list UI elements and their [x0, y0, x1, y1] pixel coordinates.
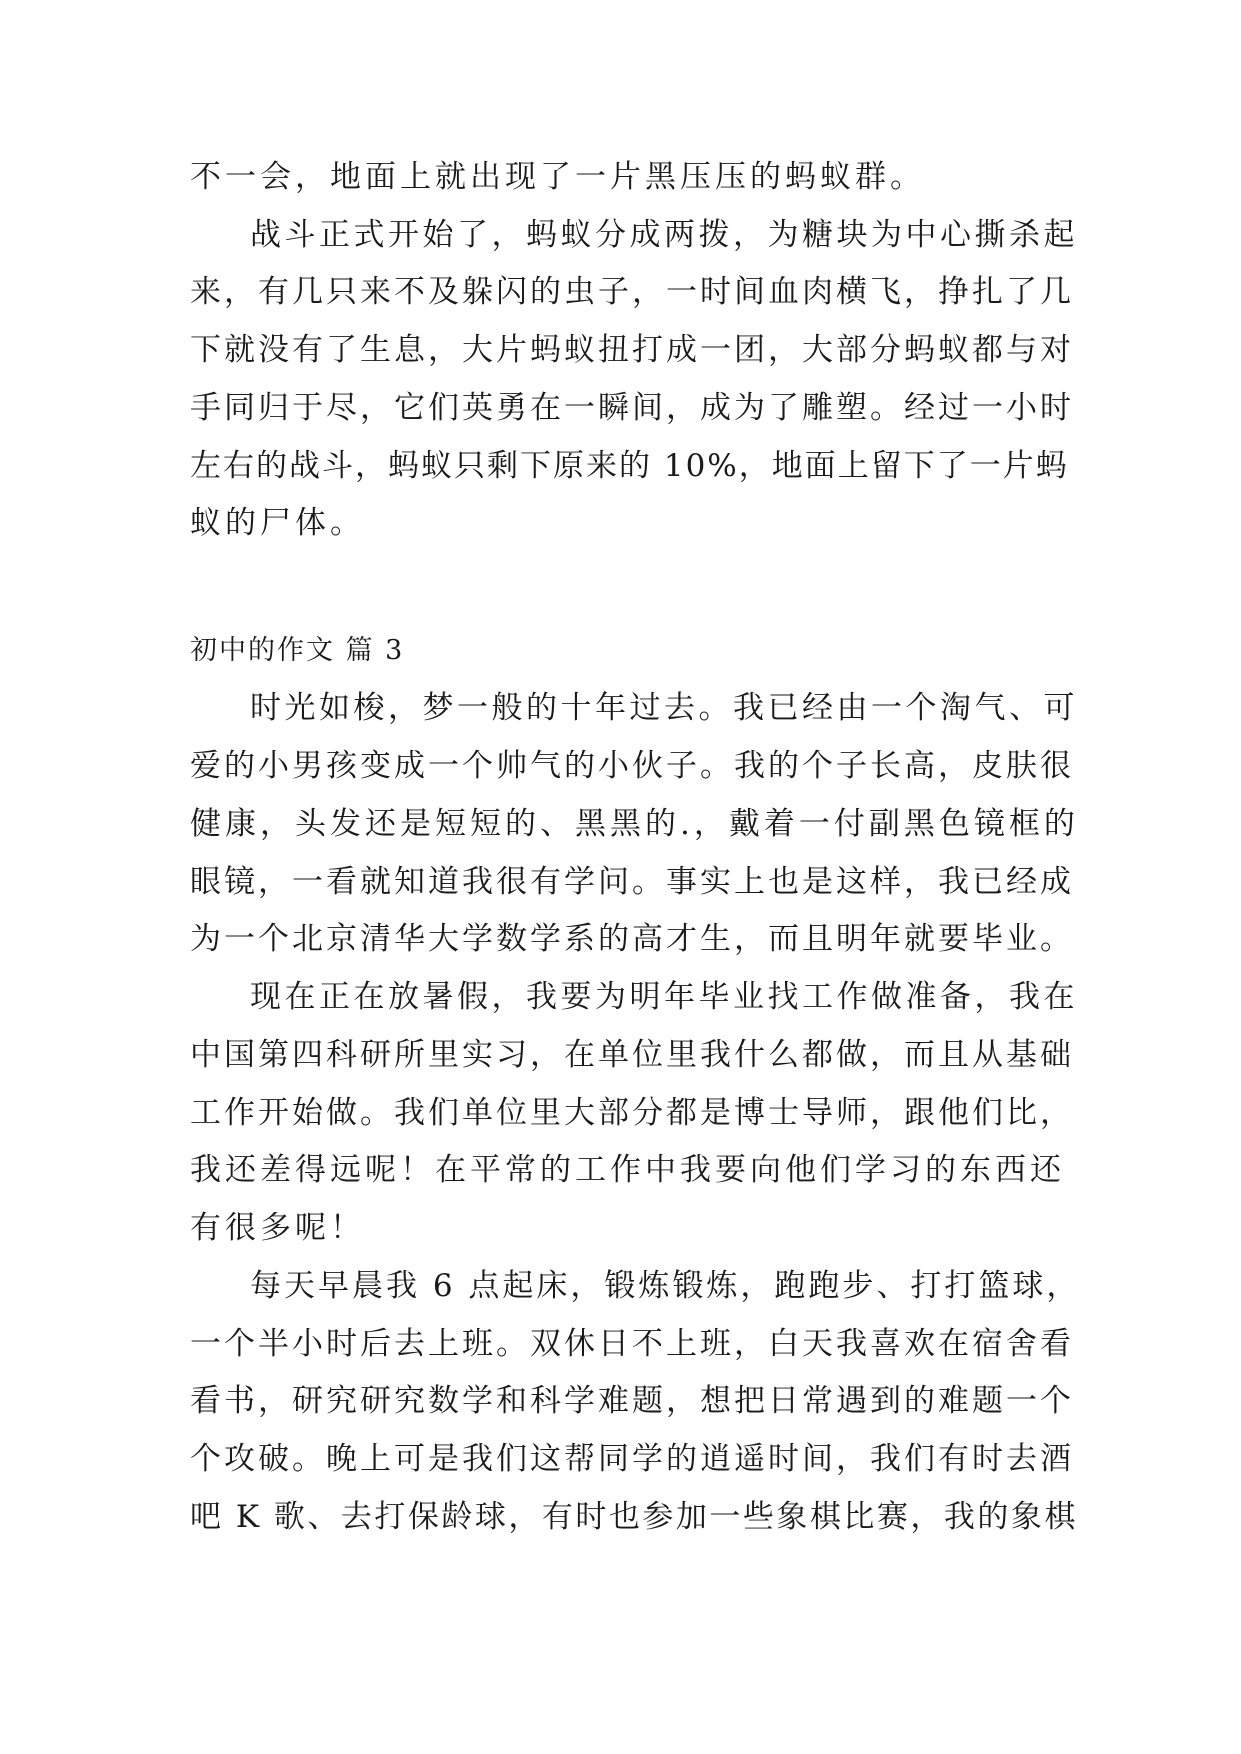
text-line: 左右的战斗，蚂蚁只剩下原来的 10%，地面上留下了一片蚂 [190, 448, 1069, 484]
text-line: 时光如梭，梦一般的十年过去。我已经由一个淘气、可 [250, 690, 1078, 726]
text-line: 战斗正式开始了，蚂蚁分成两拨，为糖块为中心撕杀起 [250, 217, 1078, 253]
text-line: 有很多呢！ [190, 1210, 365, 1246]
text-line: 我还差得远呢！在平常的工作中我要向他们学习的东西还 [190, 1152, 1065, 1188]
text-line: 爱的小男孩变成一个帅气的小伙子。我的个子长高，皮肤很 [190, 748, 1074, 784]
text-line: 吧 K 歌、去打保龄球，有时也参加一些象棋比赛，我的象棋 [190, 1499, 1078, 1535]
text-line: 手同归于尽，它们英勇在一瞬间，成为了雕塑。经过一小时 [190, 390, 1074, 426]
text-line: 每天早晨我 6 点起床，锻炼锻炼，跑跑步、打打篮球， [250, 1268, 1081, 1304]
text-line: 眼镜，一看就知道我很有学问。事实上也是这样，我已经成 [190, 864, 1074, 900]
text-line: 健康，头发还是短短的、黑黑的.，戴着一付副黑色镜框的 [190, 806, 1079, 842]
text-line: 为一个北京清华大学数学系的高才生，而且明年就要毕业。 [190, 921, 1074, 957]
text-line: 中国第四科研所里实习，在单位里我什么都做，而且从基础 [190, 1037, 1074, 1073]
text-line: 工作开始做。我们单位里大部分都是博士导师，跟他们比， [190, 1095, 1074, 1131]
text-line: 不一会，地面上就出现了一片黑压压的蚂蚁群。 [190, 159, 925, 195]
text-line: 蚁的尸体。 [190, 505, 365, 541]
text-line: 看书，研究研究数学和科学难题，想把日常遇到的难题一个 [190, 1383, 1074, 1419]
text-line: 来，有几只来不及躲闪的虫子，一时间血肉横飞，挣扎了几 [190, 274, 1074, 310]
text-line: 下就没有了生息，大片蚂蚁扭打成一团，大部分蚂蚁都与对 [190, 332, 1074, 368]
text-line: 现在正在放暑假，我要为明年毕业找工作做准备，我在 [250, 979, 1078, 1015]
text-line: 个攻破。晚上可是我们这帮同学的逍遥时间，我们有时去酒 [190, 1441, 1074, 1477]
section-heading: 初中的作文 篇 3 [190, 635, 405, 666]
text-line: 一个半小时后去上班。双休日不上班，白天我喜欢在宿舍看 [190, 1326, 1074, 1362]
